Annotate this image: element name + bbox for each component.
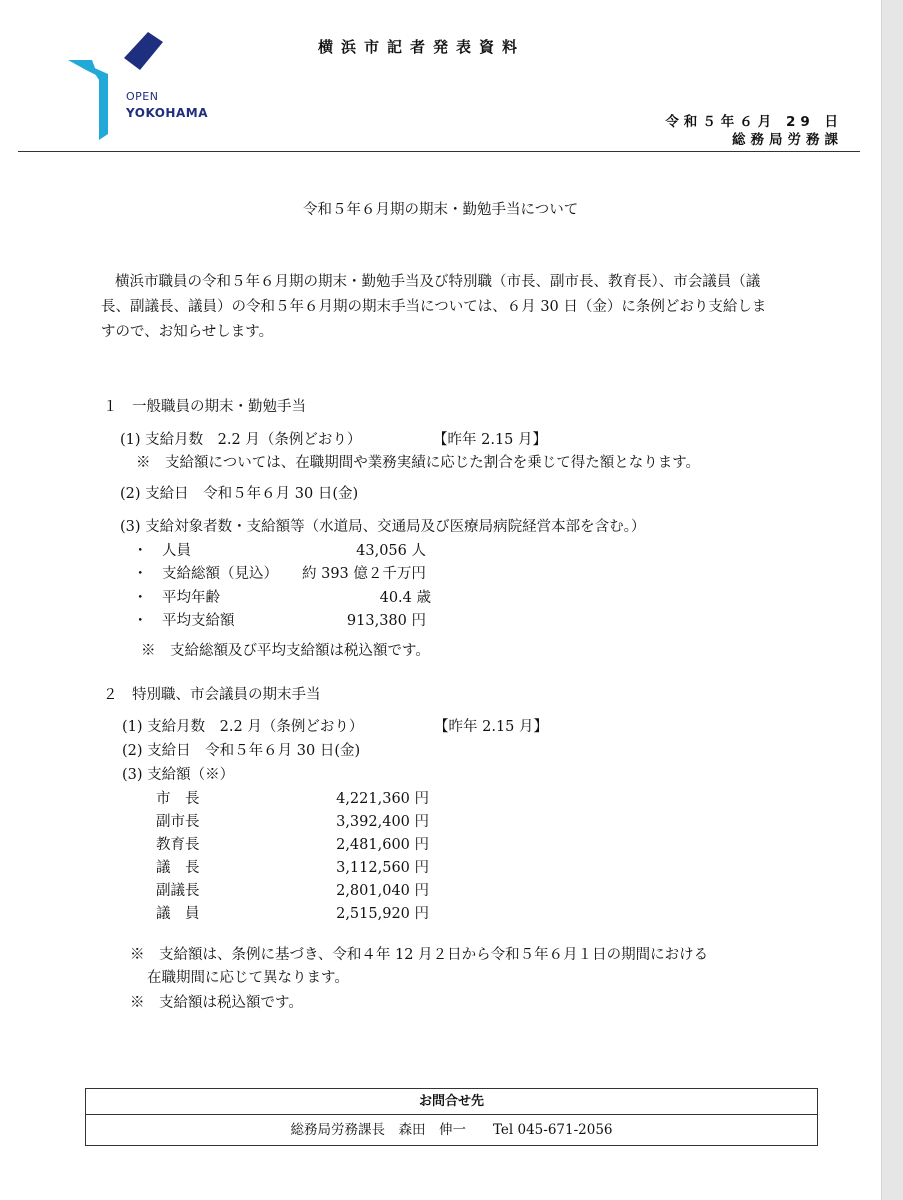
release-date: 令和５年６月 29 日 (665, 114, 843, 130)
row-value: 約 393 億２千万円 (302, 566, 426, 582)
payment-row-value: 3,112,560 円 (336, 860, 429, 876)
logo-text-open: OPEN (126, 90, 159, 103)
section1-item3: (3) 支給対象者数・支給額等（水道局、交通局及び医療局病院経営本部を含む。） (120, 519, 646, 535)
payment-row-label: 議 長 (156, 860, 200, 876)
row-label: 平均年齢 (162, 590, 220, 606)
row-label: 人員 (162, 543, 191, 559)
row-value: 43,056 人 (356, 543, 426, 559)
bullet: ・ (133, 543, 148, 559)
section2-item3: (3) 支給額（※） (122, 767, 235, 783)
intro-line: 長、副議長、議員）の令和５年６月期の期末手当については、６月 30 日（金）に条例どおり支給しま (101, 299, 767, 315)
payment-row-value: 4,221,360 円 (336, 791, 429, 807)
document-title: 令和５年６月期の期末・勤勉手当について (303, 202, 579, 218)
payment-row-label: 副議長 (156, 883, 200, 899)
section2-item1-prev: 【昨年 2.15 月】 (434, 719, 549, 735)
section1-item1: (1) 支給月数 2.2 月（条例どおり） (120, 432, 362, 448)
row-value: 913,380 円 (346, 613, 426, 629)
row-label: 支給総額（見込） (162, 566, 278, 582)
payment-row-label: 市 長 (156, 791, 200, 807)
contact-heading: お問合せ先 (86, 1089, 817, 1115)
department: 総務局労務課 (732, 132, 843, 148)
payment-row-value: 2,515,920 円 (336, 906, 429, 922)
section1-heading: １ 一般職員の期末・勤勉手当 (103, 399, 306, 415)
open-yokohama-logo (66, 30, 216, 142)
intro-paragraph (101, 270, 801, 345)
header-divider (18, 151, 860, 152)
payment-row-label: 副市長 (156, 814, 200, 830)
section2-heading: ２ 特別職、市会議員の期末手当 (103, 687, 321, 703)
page-edge-shadow (881, 0, 903, 1200)
payment-row-label: 教育長 (156, 837, 200, 853)
contact-box (85, 1088, 818, 1146)
section2-note1: ※ 支給額は、条例に基づき、令和４年 12 月２日から令和５年６月１日の期間における (130, 947, 709, 963)
section2-item2: (2) 支給日 令和５年６月 30 日(金) (122, 743, 361, 759)
section2-note2: ※ 支給額は税込額です。 (130, 995, 303, 1011)
section2-note1-cont: 在職期間に応じて異なります。 (147, 970, 349, 986)
bullet: ・ (133, 613, 148, 629)
intro-line: すので、お知らせします。 (101, 324, 274, 340)
intro-line: 横浜市職員の令和５年６月期の期末・勤勉手当及び特別職（市長、副市長、教育長）、市会議員（議 (115, 274, 761, 290)
section1-item1-prev: 【昨年 2.15 月】 (433, 432, 548, 448)
row-value: 40.4 歳 (379, 590, 431, 606)
logo-text-yokohama: YOKOHAMA (126, 106, 208, 120)
section1-note: ※ 支給総額及び平均支給額は税込額です。 (141, 643, 430, 659)
bullet: ・ (133, 590, 148, 606)
contact-info: 総務局労務課長 森田 伸一 Tel 045-671-2056 (290, 1122, 613, 1138)
section1-item1-note: ※ 支給額については、在職期間や業務実績に応じた割合を乗じて得た額となります。 (136, 455, 701, 471)
payment-row-label: 議 員 (156, 906, 200, 922)
bullet: ・ (133, 566, 148, 582)
section1-item2: (2) 支給日 令和５年６月 30 日(金) (120, 486, 359, 502)
press-release-title: 横浜市記者発表資料 (318, 38, 526, 56)
payment-row-value: 2,481,600 円 (336, 837, 429, 853)
row-label: 平均支給額 (162, 613, 235, 629)
section2-item1: (1) 支給月数 2.2 月（条例どおり） (122, 719, 364, 735)
payment-row-value: 3,392,400 円 (336, 814, 429, 830)
payment-row-value: 2,801,040 円 (336, 883, 429, 899)
